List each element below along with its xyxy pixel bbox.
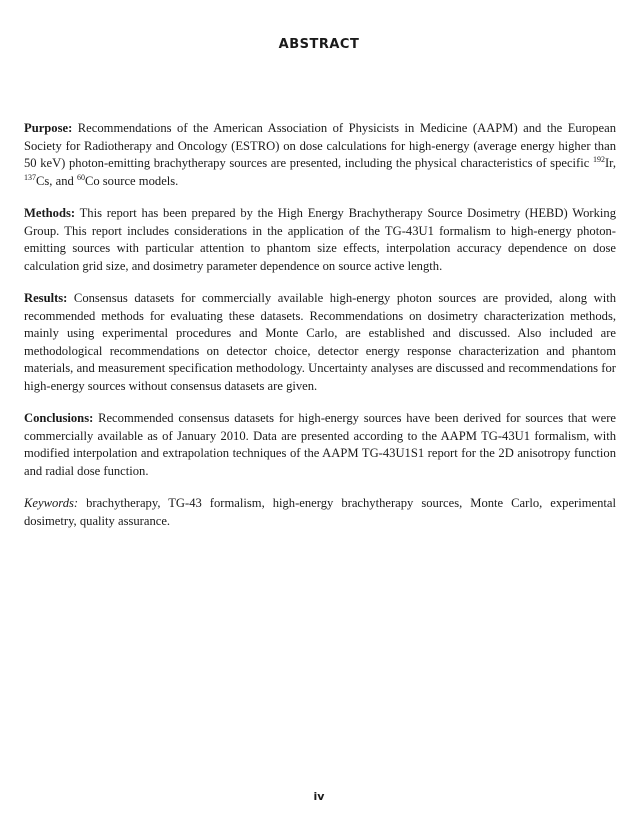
conclusions-text: Recommended consensus datasets for high-energy sources have been derived for sources that were commercially available as of January 2010. Data are presented according to the AAPM TG-43U1 formalism, with modified interpolation and extrapolation techniques of the AAPM TG-43U1S1 report for the 2D anisotropy function and radial dose function. — [24, 411, 616, 478]
cobalt-mass-number: 60 — [76, 172, 85, 182]
iridium-symbol: Ir, — [604, 156, 616, 170]
methods-text: This report has been prepared by the High Energy Brachytherapy Source Dosimetry (HEBD) Working Group. This report includes considerations in the application of the TG-43U1 formalism to high-energy photon-emitting sources with particular attention to phantom size effects, interpolation accuracy dependence on dose calculation grid size, and dosimetry parameter dependence on source active length. — [24, 206, 616, 273]
cobalt-symbol: Co source models. — [84, 173, 179, 188]
cesium-symbol: Cs, and — [36, 173, 77, 188]
results-paragraph — [24, 290, 616, 395]
results-label: Results: — [24, 291, 68, 305]
cesium-mass-number: 137 — [24, 172, 36, 182]
purpose-label: Purpose: — [24, 121, 73, 135]
purpose-paragraph — [24, 120, 616, 190]
conclusions-label: Conclusions: — [24, 411, 94, 425]
iridium-mass-number: 192 — [592, 155, 605, 164]
keywords-text: brachytherapy, TG-43 formalism, high-energy brachytherapy sources, Monte Carlo, experimental dosimetry, quality assurance. — [24, 496, 616, 528]
page-title: ABSTRACT — [278, 37, 360, 52]
purpose-text: Recommendations of the American Association of Physicists in Medicine (AAPM) and the European Society for Radiotherapy and Oncology (ESTRO) on dose calculations for high-energy (average energy higher than 50 keV) photon-emitting brachytherapy sources are presented, including the physical characteristics of specific — [24, 121, 616, 170]
keywords-paragraph — [24, 495, 616, 530]
methods-label: Methods: — [24, 206, 76, 220]
keywords-label: Keywords: — [24, 496, 79, 510]
results-text: Consensus datasets for commercially available high-energy photon sources are provided, along with recommended methods for evaluating these datasets. Recommendations on dosimetry characterization methods, mainly using experimental procedures and Monte Carlo, are established and discussed. Also included are methodological recommendations on detector choice, detector energy response characterization and phantom materials, and measurement specification methodology. Uncertainty analyses are discussed and recommendations for high-energy sources without consensus datasets are given. — [24, 291, 616, 393]
abstract-body — [24, 120, 616, 545]
conclusions-paragraph — [24, 410, 616, 480]
page-number: iv — [313, 790, 325, 803]
methods-paragraph — [24, 205, 616, 275]
